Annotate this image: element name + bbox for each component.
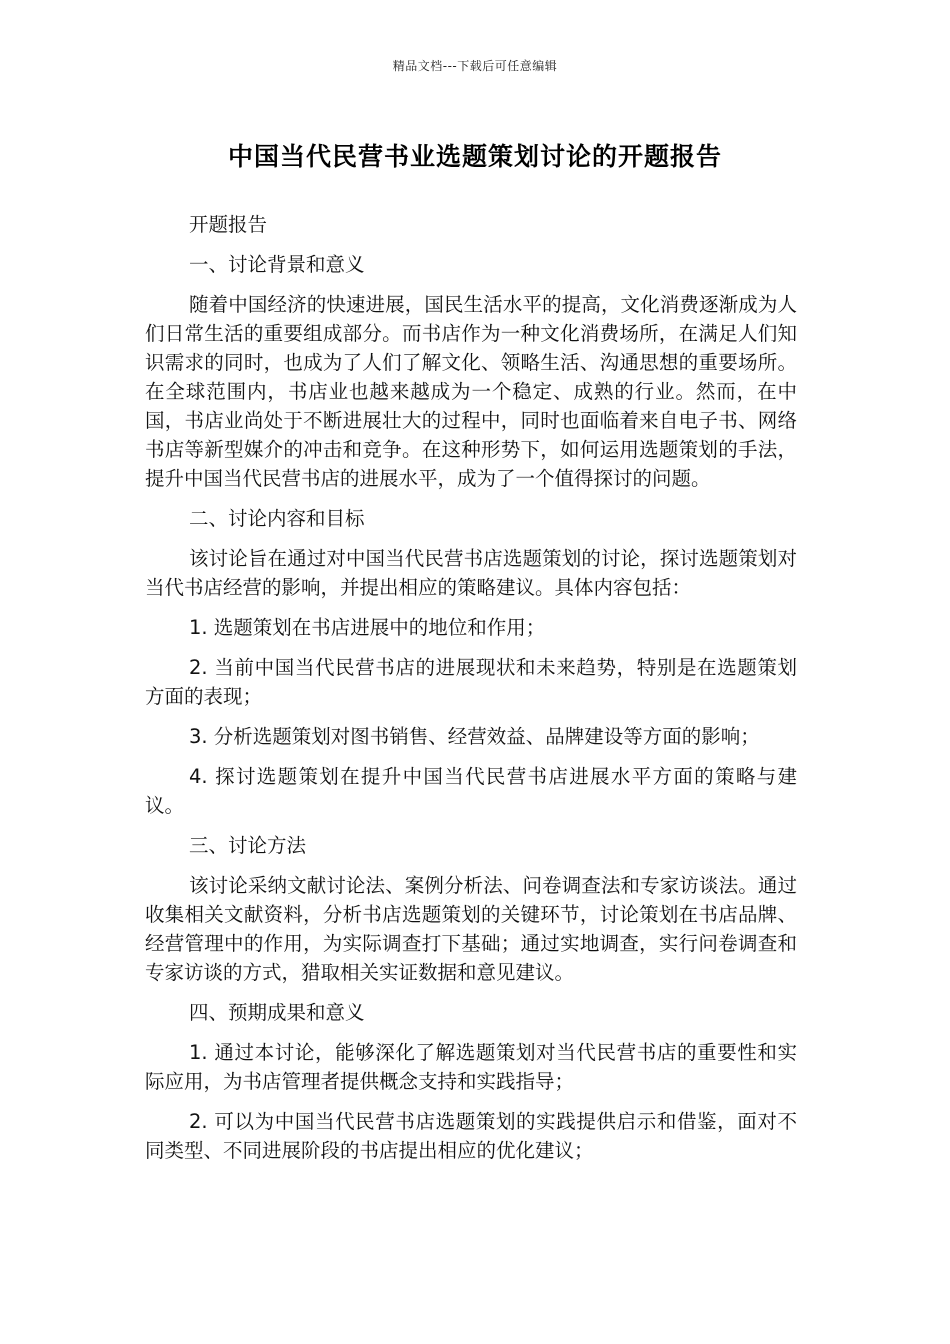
section-heading-outcomes: 四、预期成果和意义 <box>189 1001 365 1024</box>
document-title: 中国当代民营书业选题策划讨论的开题报告 <box>227 142 722 171</box>
list-item: 1. 选题策划在书店进展中的地位和作用； <box>189 616 546 639</box>
paragraph-report-label: 开题报告 <box>189 213 268 236</box>
list-item: 2. 当前中国当代民营书店的进展现状和未来趋势，特别是在选题策划方面的表现； <box>145 656 797 708</box>
list-item: 3. 分析选题策划对图书销售、经营效益、品牌建设等方面的影响； <box>189 725 760 748</box>
list-item: 4. 探讨选题策划在提升中国当代民营书店进展水平方面的策略与建议。 <box>145 765 797 817</box>
section-heading-background: 一、讨论背景和意义 <box>189 253 365 276</box>
document-body <box>145 210 797 1176</box>
list-item: 2. 可以为中国当代民营书店选题策划的实践提供启示和借鉴，面对不同类型、不同进展阶段的书店提出相应的优化建议； <box>145 1110 797 1162</box>
header-note: 精品文档---下载后可任意编辑 <box>392 59 558 73</box>
section-heading-content: 二、讨论内容和目标 <box>189 507 365 530</box>
paragraph-background: 随着中国经济的快速进展，国民生活水平的提高，文化消费逐渐成为人们日常生活的重要组成部分。而书店作为一种文化消费场所，在满足人们知识需求的同时，也成为了人们了解文化、领略生活、沟通思想的重要场所。在全球范围内，书店业也越来越成为一个稳定、成熟的行业。然而，在中国，书店业尚处于不断进展壮大的过程中，同时也面临着来自电子书、网络书店等新型媒介的冲击和竞争。在这种形势下，如何运用选题策划的手法，提升中国当代民营书店的进展水平，成为了一个值得探讨的问题。 <box>145 293 797 490</box>
paragraph-methods: 该讨论采纳文献讨论法、案例分析法、问卷调查法和专家访谈法。通过收集相关文献资料，分析书店选题策划的关键环节，讨论策划在书店品牌、经营管理中的作用，为实际调查打下基础；通过实地调查，实行问卷调查和专家访谈的方式，猎取相关实证数据和意见建议。 <box>145 874 797 984</box>
section-heading-methods: 三、讨论方法 <box>189 834 307 857</box>
paragraph-content-intro: 该讨论旨在通过对中国当代民营书店选题策划的讨论，探讨选题策划对当代书店经营的影响，并提出相应的策略建议。具体内容包括： <box>145 547 797 599</box>
list-item: 1. 通过本讨论，能够深化了解选题策划对当代民营书店的重要性和实际应用，为书店管理者提供概念支持和实践指导； <box>145 1041 797 1093</box>
